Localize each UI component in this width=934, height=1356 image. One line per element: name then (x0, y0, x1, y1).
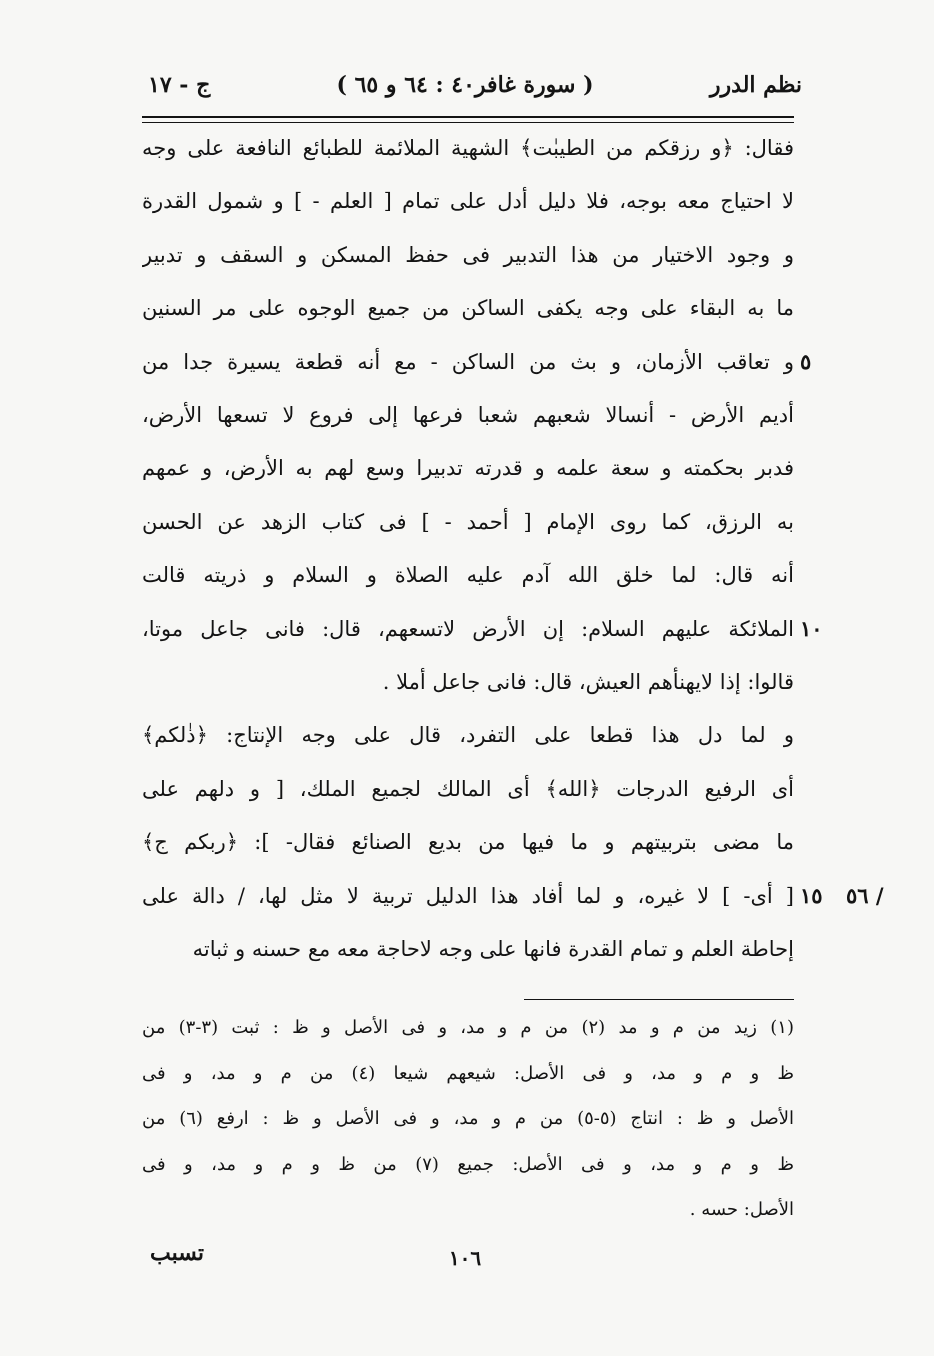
header-rule-bottom (142, 122, 794, 123)
text-line: و وجود الاختيار من هذا التدبير فى حفظ المسكن و السقف و تدبير (142, 242, 794, 267)
margin-folio-reference: ٥٦ / (846, 882, 884, 908)
line-number-marker: ١٠ (800, 615, 823, 641)
text-line: أنه قال: لما خلق الله آدم عليه الصلاة و السلام و ذريته قالت (142, 563, 794, 588)
page-number: ١٠٦ (448, 1246, 482, 1270)
text-line: لا احتياج معه بوجه، فلا دليل أدل على تمام [ العلم - ] و شمول القدرة (142, 189, 794, 214)
text-line: أديم الأرض - أنسالا شعبهم شعبا فرعها إلى فروع لا تسعها الأرض، (142, 403, 794, 427)
header-rule-top (142, 116, 794, 118)
text-line: و تعاقب الأزمان، و بث من الساكن - مع أنه قطعة يسيرة جدا من (142, 349, 794, 374)
footnote-line: ظ و م و مد، و فى الأصل: جميع (٧) من ظ و م و مد، و فى (142, 1153, 794, 1175)
footnote-line: ظ و م و مد، و فى الأصل: شيعهم شيعا (٤) من م و مد، و فى (142, 1062, 794, 1084)
text-line: [ أى- ] لا غيره، و لما أفاد هذا الدليل تربية لا مثل لها، / دالة على (142, 883, 794, 908)
text-line: أى الرفيع الدرجات ﴿الله﴾ أى المالك لجميع الملك، [ و دلهم على (142, 776, 794, 801)
text-line: فقال: ﴿و رزقكم من الطيبٰت﴾ الشهية الملائمة للطبائع النافعة على وجه (142, 136, 794, 160)
text-line: إحاطة العلم و تمام القدرة فانها على وجه لاحاجة معه مع حسنه و ثباته (192, 937, 794, 961)
text-line: فدبر بحكمته و سعة علمه و قدرته تدبيرا وسع لهم به الأرض، و عمهم (142, 456, 794, 481)
text-line: الملائكة عليهم السلام: إن الأرض لاتسعهم، قال: فانى جاعل موتا، (142, 616, 794, 641)
text-line: به الرزق، كما روى الإمام [ أحمد - ] فى كتاب الزهد عن الحسن (142, 509, 794, 534)
running-head-volume: ج - ١٧ (148, 72, 211, 98)
footnote-line: (١) زيد من م و مد (٢) من م و مد، و فى الأصل و ظ : ثبت (٣-٣) من (142, 1017, 794, 1038)
footnote-line: الأصل: حسه . (689, 1199, 794, 1220)
running-head-book-title: نظم الدرر (709, 72, 802, 98)
footnote-separator (524, 999, 794, 1000)
catchword: تسبب (150, 1240, 204, 1266)
line-number-marker: ٥ (800, 348, 812, 374)
text-line: ما به البقاء على وجه يكفى الساكن من جميع الوجوه على مر السنين (142, 296, 794, 321)
footnote-line: الأصل و ظ : انتاج (٥-٥) من م و مد، و فى الأصل و ظ : ارفع (٦) من (142, 1108, 794, 1129)
line-number-marker: ١٥ (800, 882, 823, 908)
text-line: قالوا: إذا لايهنأهم العيش، قال: فانى جاعل أملا . (382, 670, 794, 694)
text-line: ما مضى بتربيتهم و ما فيها من بديع الصنائع فقال- ]: ﴿ربكم ج﴾ (142, 830, 794, 855)
text-line: و لما دل هذا قطعا على التفرد، قال على وجه الإنتاج: ﴿ذٰلكم﴾ (142, 723, 794, 748)
running-head-surah-reference: ( سورة غافر٤٠ : ٦٤ و ٦٥ ) (336, 72, 594, 98)
